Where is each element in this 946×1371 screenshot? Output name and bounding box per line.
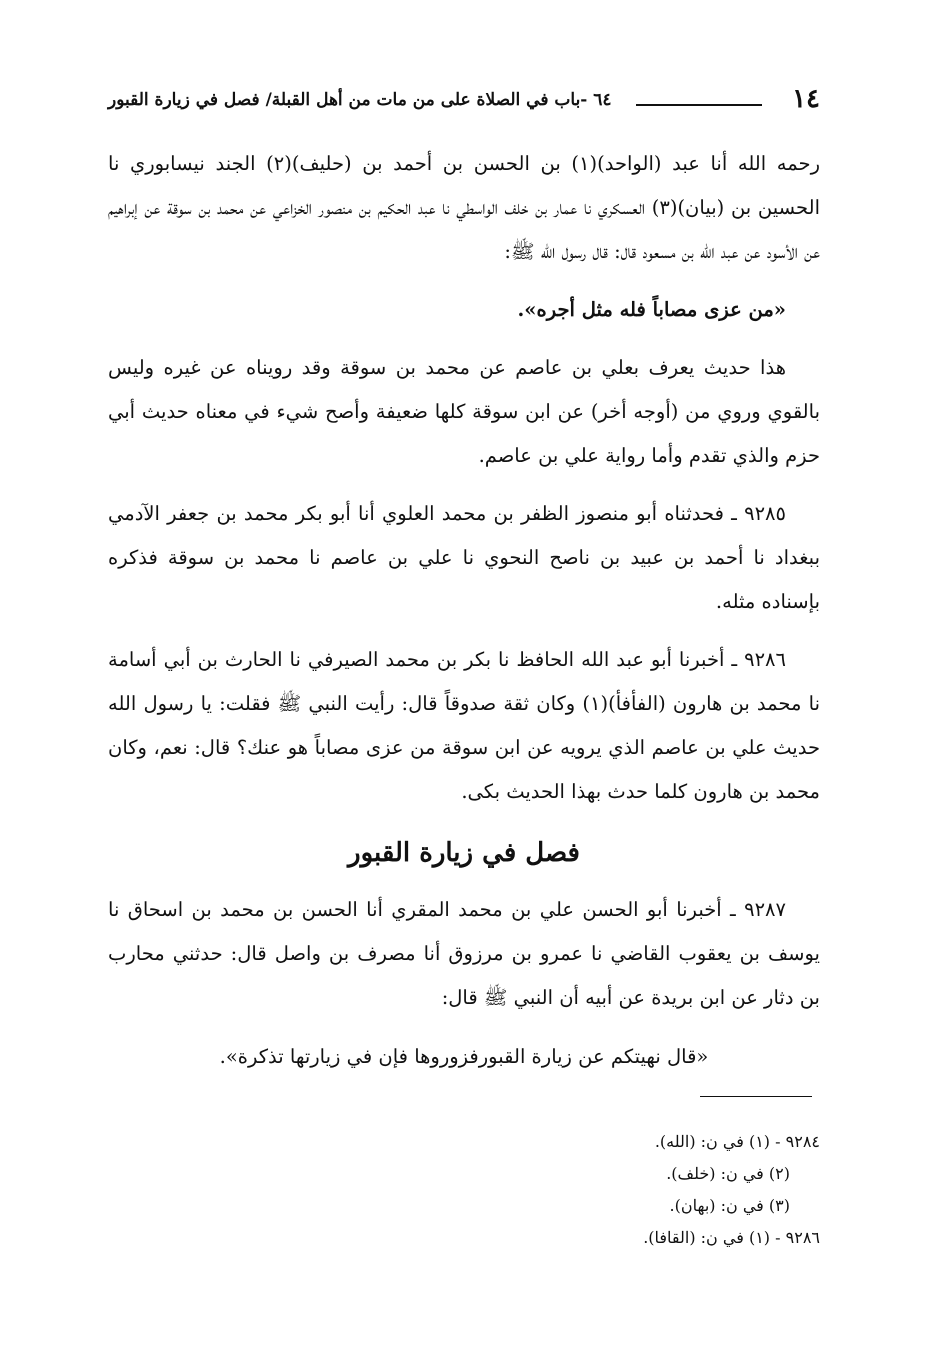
hadith-quote-graves: «قال نهيتكم عن زيارة القبورفزوروها فإن في زيارتها تذكرة».	[219, 1045, 709, 1068]
footnote-rule	[700, 1096, 812, 1097]
footnotes	[108, 1126, 820, 1254]
footnote-item: ٩٢٨٦ - (١) في ن: (القافا).	[643, 1228, 820, 1247]
paragraph-9287: ٩٢٨٧ ـ أخبرنا أبو الحسن علي بن محمد المقري أنا الحسن بن محمد بن اسحاق نا يوسف بن يعقوب القاضي نا عمرو بن مرزوق أنا مصرف بن واصل قال: حدثني محارب بن دثار عن ابن بريدة عن أبيه أن النبي ﷺ قال:	[108, 898, 820, 1009]
hadith-quote: «من عزى مصاباً فله مثل أجره».	[517, 298, 786, 321]
header-rule	[636, 104, 762, 106]
section-heading: فصل في زيارة القبور	[348, 838, 580, 868]
footnote-item: (٣) في ن: (بهان).	[669, 1196, 790, 1215]
paragraph-9286: ٩٢٨٦ ـ أخبرنا أبو عبد الله الحافظ نا بكر بن محمد الصيرفي نا الحارث بن أبي أسامة نا محمد بن هارون (الفأفأ)(١) وكان ثقة صدوقاً قال: رأيت النبي ﷺ فقلت: يا رسول الله حديث علي بن عاصم الذي يرويه عن ابن سوقة من عزى مصاباً هو عنك؟ قال: نعم، وكان محمد بن هارون كلما حدث بهذا الحديث بكى.	[108, 648, 820, 803]
paragraph-9285: ٩٢٨٥ ـ فحدثناه أبو منصوز الظفر بن محمد العلوي أنا أبو بكر محمد بن جعفر الآدمي ببغداد نا أحمد بن عبيد بن ناصح النحوي نا علي بن عاصم نا محمد بن سوقة فذكره بإسناده مثله.	[108, 502, 820, 613]
running-title: ٦٤ -باب في الصلاة على من مات من أهل القبلة/ فصل في زيارة القبور	[108, 90, 612, 110]
page-header	[108, 84, 820, 124]
page-number: ١٤	[792, 84, 820, 114]
paragraph-isnad: رحمه الله أنا عبد (الواحد)(١) بن الحسن بن أحمد بن (حليف)(٢) الجند نيسابوري نا الحسين بن (بيان)(٣) العسكري نا عمار بن خلف الواسطي نا عبد الحكيم بن منصور الخزاعي عن محمد بن سوقة عن إبراهيم عن الأسود عن عبد الله بن مسعود قال: قال رسول الله ﷺ:	[108, 152, 820, 263]
footnote-item: (٢) في ن: (خلف).	[666, 1164, 790, 1183]
main-text	[108, 142, 820, 1080]
footnote-item: ٩٢٨٤ - (١) في ن: (الله).	[654, 1132, 820, 1151]
paragraph-commentary: هذا حديث يعرف بعلي بن عاصم عن محمد بن سوقة وقد رويناه عن غيره وليس بالقوي وروي من (أوجه أخر) عن ابن سوقة كلها ضعيفة وأصح شيء في معناه حديث أبي حزم والذي تقدم وأما رواية علي بن عاصم.	[108, 356, 820, 467]
